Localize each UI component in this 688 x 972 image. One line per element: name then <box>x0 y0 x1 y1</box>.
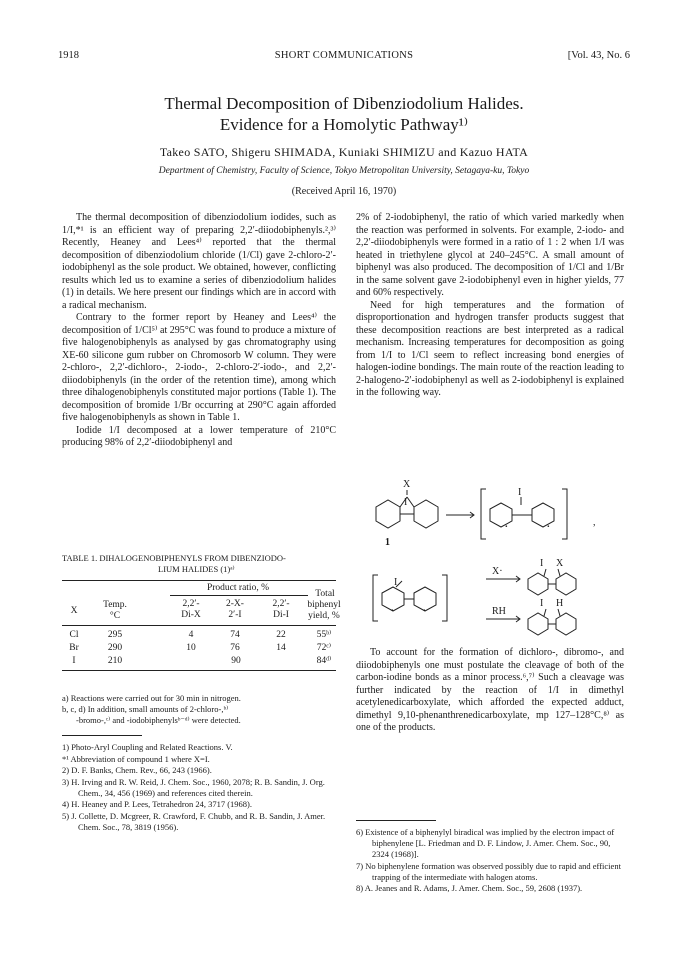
compound-1-structure <box>376 490 438 528</box>
header-product-ratio: Product ratio, % <box>206 583 269 593</box>
header-temp-1: Temp. <box>103 600 127 610</box>
row-br-dix: 10 <box>186 643 196 653</box>
right-column <box>356 212 624 400</box>
footnote-star-1: *¹ Abbreviation of compound 1 where X=I. <box>62 753 210 764</box>
reference-8: 8) A. Jeanes and R. Adams, J. Amer. Chem. Soc., 59, 2608 (1937). <box>356 883 583 893</box>
row-cl-dii: 22 <box>276 630 286 640</box>
reference-6: 6) Existence of a biphenylyl biradical was implied by the electron impact of biphenylene [L. Friedman and D. F. Lindow, J. Amer. Chem. Soc., 90, 2324 (1968)]. <box>356 827 615 859</box>
paragraph-5: Need for high temperatures and the formation of disproportionation and hydrogen transfer products suggest that these decomposition reactions are best interpreted as a radical mechanism. Increasing temperatures for decomposition as going from 1/I to 1/Cl seem to reflect increasing bond energies of halogen-iodine bondings. The main route of the reaction leading to 2-halogeno-2′-iodobiphenyl as well as 2-iodobiphenyl is explained in the following way. <box>356 299 624 398</box>
row-cl-xi: 74 <box>230 630 240 640</box>
running-header <box>58 50 630 66</box>
header-underline <box>170 595 308 596</box>
paragraph-2: Contrary to the former report by Heaney and Lees⁴⁾ the decomposition of 1/Cl⁵⁾ at 295°C was found to produce a mixture of five halogenobiphenyls as analysed by gas chromatography using XE-60 silicone gum rubber on Chromosorb W column. They were 2-chloro-, 2,2′-dichloro-, 2-iodo-, 2-chloro-2′-iodo-, and 2,2′-diiodobiphenyls (in the order of the retention time), among which three dihalogenobiphenyls constituted major portions (Table 1). The decomposition of bromide 1/Br occurring at 290°C again afforded five halogenobiphenyls as shown in Table 1. <box>62 312 336 423</box>
row-i-merged: 90 <box>231 656 241 666</box>
footnote-rule-right <box>356 820 436 821</box>
scheme-i-radical: I <box>518 487 522 498</box>
title-line-2: Evidence for a Homolytic Pathway¹⁾ <box>219 115 469 134</box>
reference-1: 1) Photo-Aryl Coupling and Related Reactions. V. <box>62 742 233 752</box>
scheme-product1-x: X <box>556 558 564 569</box>
scheme-product1-i: I <box>540 558 544 569</box>
header-col2-1: 2-X- <box>226 599 244 609</box>
paragraph-3: Iodide 1/I decomposed at a lower temperature of 210°C producing 98% of 2,2′-diiodobiphenyl and <box>62 424 336 448</box>
references-right <box>356 827 624 895</box>
header-col3-2: Di-I <box>273 610 289 620</box>
scheme-i-ring: I <box>404 497 408 508</box>
header-col1-1: 2,2′- <box>182 599 200 609</box>
scheme-product2-i: I <box>540 598 544 609</box>
affiliation: Department of Chemistry, Faculty of Science, Tokyo Metropolitan University, Setagaya-ku, Tokyo <box>158 166 530 176</box>
reference-4: 4) H. Heaney and P. Lees, Tetrahedron 24, 3717 (1968). <box>62 799 252 809</box>
row-br-x: Br <box>69 643 79 653</box>
title-line-1: Thermal Decomposition of Dibenziodolium Halides. <box>164 94 524 113</box>
row-br-dii: 14 <box>276 643 286 653</box>
product-1-structure <box>528 569 576 595</box>
row-cl-total: 55ᵇ⁾ <box>316 630 332 640</box>
row-br-total: 72ᶜ⁾ <box>316 643 332 653</box>
page-number: 1918 <box>58 50 79 61</box>
row-cl-temp: 295 <box>107 630 123 640</box>
left-column <box>62 212 336 450</box>
header-total-2: biphenyl <box>307 600 341 610</box>
scheme-arrow-label-rh: RH <box>492 606 506 617</box>
reaction-scheme <box>356 475 624 645</box>
scheme-dot-1: · <box>504 520 509 535</box>
row-br-xi: 76 <box>230 643 240 653</box>
row-cl-x: Cl <box>69 630 79 640</box>
table-caption <box>62 553 336 575</box>
table-note-bcd-2: -bromo-,ᶜ⁾ and -iodobiphenylsᵇ⁻ᵈ⁾ were detected. <box>76 715 241 725</box>
reaction-scheme-drawing <box>356 475 624 645</box>
table-1 <box>62 580 341 680</box>
row-i-total: 84ᵈ⁾ <box>316 656 332 666</box>
header-temp-2: °C <box>109 611 121 621</box>
header-total-3: yield, % <box>308 611 340 621</box>
table-note-a: a) Reactions were carried out for 30 min in nitrogen. <box>62 693 241 703</box>
row-br-temp: 290 <box>107 643 123 653</box>
volume-info: [Vol. 43, No. 6 <box>567 50 630 61</box>
paragraph-4: 2% of 2-iodobiphenyl, the ratio of which varied markedly when the reaction was performed in solvents. For example, 2-iodo- and 2,2′-diiodobiphenyls were formed in a ratio of 1 : 2 when 1/I was heated in triethylene glycol at 240–245°C. A small amount of biphenyl was also produced. The decomposition of 1/Cl and 1/Br in the same solvent gave 2-iodobiphenyl even in higher yields, 77 and 60% respectively. <box>356 212 624 298</box>
article-title <box>58 93 630 135</box>
scheme-x-top: X <box>403 479 411 490</box>
radical-structure <box>373 575 447 621</box>
scheme-radical-i: I <box>394 577 398 588</box>
scheme-dot-4: · <box>422 604 427 619</box>
reference-5: 5) J. Collette, D. Mcgreer, R. Crawford, F. Chubb, and R. B. Sandin, J. Amer. Chem. Soc., 78, 3819 (1956). <box>62 810 326 832</box>
row-i-x: I <box>72 656 76 666</box>
scheme-dot-3: · <box>390 604 395 619</box>
paragraph-1: The thermal decomposition of dibenziodolium iodides, such as 1/I,*¹ is an efficient way of preparing 2,2′-diiodobiphenyls.²,³⁾ Recently, Heaney and Lees⁴⁾ reported that the thermal decomposition of dibenziodolium chloride (1/Cl) gave 2-chloro-2′-iodobiphenyl as the sole product. We obtained, however, conflicting results which led us to examine a series of dibenziodolium halides (1) in details. We here present our findings which are in accord with a radical mechanism. <box>62 212 336 311</box>
table-caption-line-1: TABLE 1. DIHALOGENOBIPHENYLS FROM DIBENZIODO- <box>62 553 286 563</box>
table-header-rule <box>62 625 336 626</box>
intermediate-structure <box>481 489 567 539</box>
header-col1-2: Di-X <box>181 610 201 620</box>
row-i-temp: 210 <box>107 656 123 666</box>
references-left <box>62 742 336 833</box>
scheme-dot-2: · <box>546 520 551 535</box>
header-col2-2: 2′-I <box>228 610 242 620</box>
paragraph-6: To account for the formation of dichloro-, dibromo-, and diiodobiphenyls one must postulate the cleavage of both of the carbon-iodine bonds as a minor process.⁶,⁷⁾ Such a cleavage was further indicated by the reaction of 1/I in dimethyl acetylenedicarboxylate, which afforded the expected adduct, dimethyl 9,10-phenanthrenedicarboxylate, mp 127–128°C,⁸⁾ as one of the products. <box>356 647 624 733</box>
header-total-1: Total <box>315 589 335 599</box>
table-note-bcd-1: b, c, d) In addition, small amounts of 2-chloro-,ᵇ⁾ <box>62 704 229 714</box>
reference-3: 3) H. Irving and R. W. Reid, J. Chem. Soc., 1960, 2078; R. B. Sandin, J. Org. Chem., 34, 456 (1969) and references cited therein. <box>62 776 325 798</box>
row-cl-dix: 4 <box>188 630 194 640</box>
scheme-product2-h: H <box>556 598 564 609</box>
header-col3-1: 2,2′- <box>272 599 290 609</box>
right-column-lower <box>356 647 624 735</box>
table-top-rule <box>62 580 336 581</box>
scheme-compound-label: 1 <box>385 537 390 548</box>
reference-2: 2) D. F. Banks, Chem. Rev., 66, 243 (1966). <box>62 765 212 775</box>
header-x: X <box>70 606 78 616</box>
footnote-rule-left <box>62 735 142 736</box>
scheme-comma: , <box>593 517 596 528</box>
table-bottom-rule <box>62 670 336 671</box>
table-notes <box>62 693 336 726</box>
product-2-structure <box>528 609 576 635</box>
authors: Takeo SATO, Shigeru SHIMADA, Kuniaki SHIMIZU and Kazuo HATA <box>159 145 529 159</box>
table-caption-line-2: LIUM HALIDES (1)ᵃ⁾ <box>158 564 235 574</box>
reference-7: 7) No biphenylene formation was observed possibly due to rapid and efficient trapping of the intermediate with halogen atoms. <box>356 860 621 882</box>
scheme-arrow-label-x: X· <box>492 566 503 577</box>
received-date: (Received April 16, 1970) <box>291 186 397 197</box>
journal-section: SHORT COMMUNICATIONS <box>274 50 414 61</box>
